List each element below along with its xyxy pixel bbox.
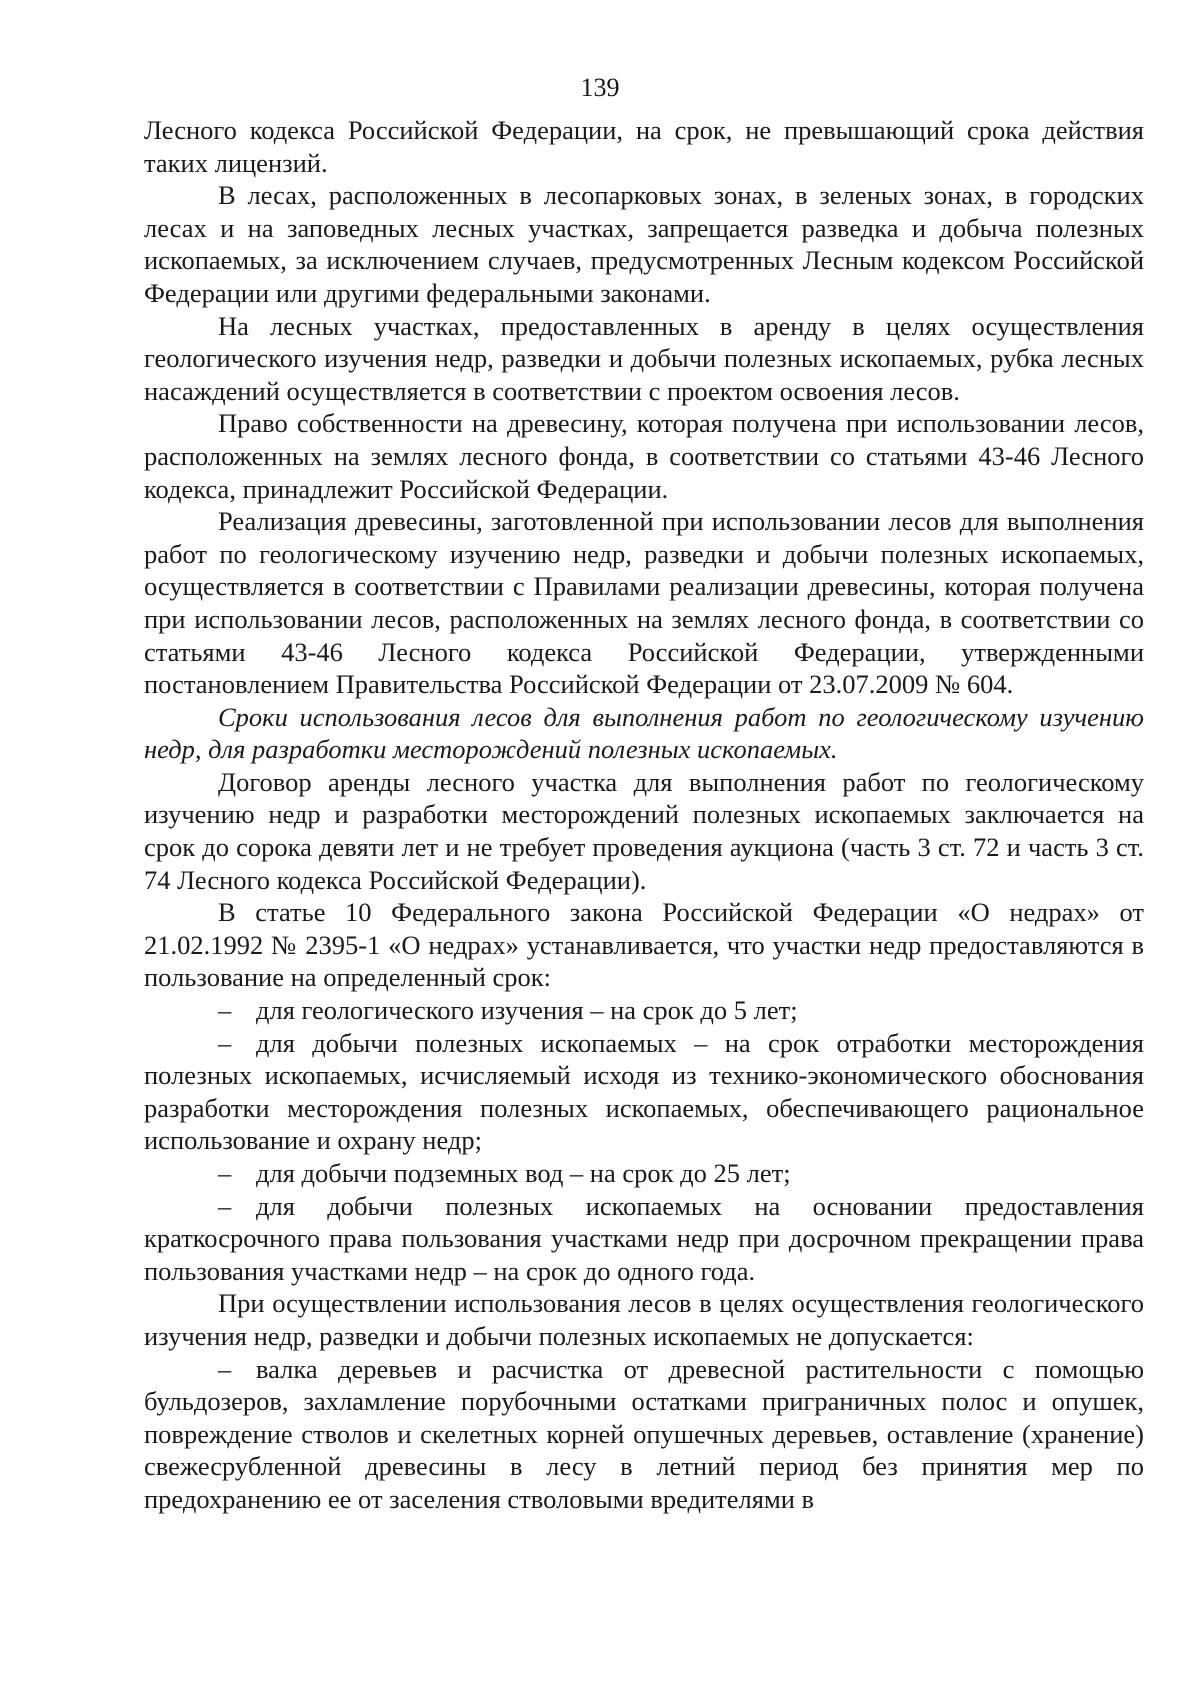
list-item: – для добычи полезных ископаемых на основании предоставления краткосрочного права пользования участками недр при досрочном прекращении права пользования участками недр – на срок до одного года. [144,1190,1144,1286]
list-item: – валка деревьев и расчистка от древесной растительности с помощью бульдозеров, захламление порубочными остатками приграничных полос и опушек, повреждение стволов и скелетных корней опушечных деревьев, оставление (хранение) свежесрубленной древесины в лесу в летний период без принятия мер по предохранению ее от заселения стволовыми вредителями в [144,1353,1144,1514]
paragraph-lease-term: Договор аренды лесного участка для выполнения работ по геологическому изучению недр и разработки месторождений полезных ископаемых заключается на срок до сорока девяти лет и не требует проведения аукциона (часть 3 ст. 72 и часть 3 ст. 74 Лесного кодекса Российской Федерации). [144,766,1144,895]
list-item: – для добычи подземных вод – на срок до 25 лет; [218,1158,791,1188]
document-body [144,114,1144,1516]
paragraph-prohibitions: При осуществлении использования лесов в целях осуществления геологического изучения недр, разведки и добычи полезных ископаемых не допускается: [144,1288,1144,1351]
dash-marker: – [218,995,232,1026]
paragraph-lease-felling: На лесных участках, предоставленных в аренду в целях осуществления геологического изучения недр, разведки и добычи полезных ископаемых, рубка лесных насаждений осуществляется в соответствии с проектом освоения лесов. [144,310,1144,406]
list-item: – для добычи полезных ископаемых – на срок отработки месторождения полезных ископаемых, исчисляемый исходя из технико-экономического обоснования разработки месторождения полезных ископаемых, обеспечивающего рациональное использование и охрану недр; [144,1027,1144,1156]
dash-marker: – [218,1190,232,1221]
section-heading-terms: Сроки использования лесов для выполнения работ по геологическому изучению недр, для разработки месторождений полезных ископаемых. [144,701,1144,765]
dash-marker: – [218,1027,232,1058]
paragraph-timber-sale: Реализация древесины, заготовленной при использовании лесов для выполнения работ по геологическому изучению недр, разведки и добычи полезных ископаемых, осуществляется в соответствии с Правилами реализации древесины, которая получена при использовании лесов, расположенных на землях лесного фонда, в соответствии со статьями 43-46 Лесного кодекса Российской Федерации, утвержденными постановлением Правительства Российской Федерации от 23.07.2009 № 604. [144,506,1144,700]
dash-marker: – [218,1353,232,1384]
paragraph-subsoil-law: В статье 10 Федерального закона Российской Федерации «О недрах» от 21.02.1992 № 2395-1 «О недрах» устанавливается, что участки недр предоставляются в пользование на определенный срок: [144,897,1144,993]
dash-marker: – [218,1158,232,1188]
paragraph-restriction-zones: В лесах, расположенных в лесопарковых зонах, в зеленых зонах, в городских лесах и на заповедных лесных участках, запрещается разведка и добыча полезных ископаемых, за исключением случаев, предусмотренных Лесным кодексом Российской Федерации или другими федеральными законами. [144,180,1144,308]
page-number: 139 [580,73,620,102]
paragraph-continuation: Лесного кодекса Российской Федерации, на срок, не превышающий срока действия таких лицензий. [144,115,1144,178]
paragraph-ownership: Право собственности на древесину, которая получена при использовании лесов, расположенных на землях лесного фонда, в соответствии со статьями 43-46 Лесного кодекса, принадлежит Российской Федерации. [144,408,1144,504]
list-item: – для геологического изучения – на срок до 5 лет; [218,995,798,1026]
